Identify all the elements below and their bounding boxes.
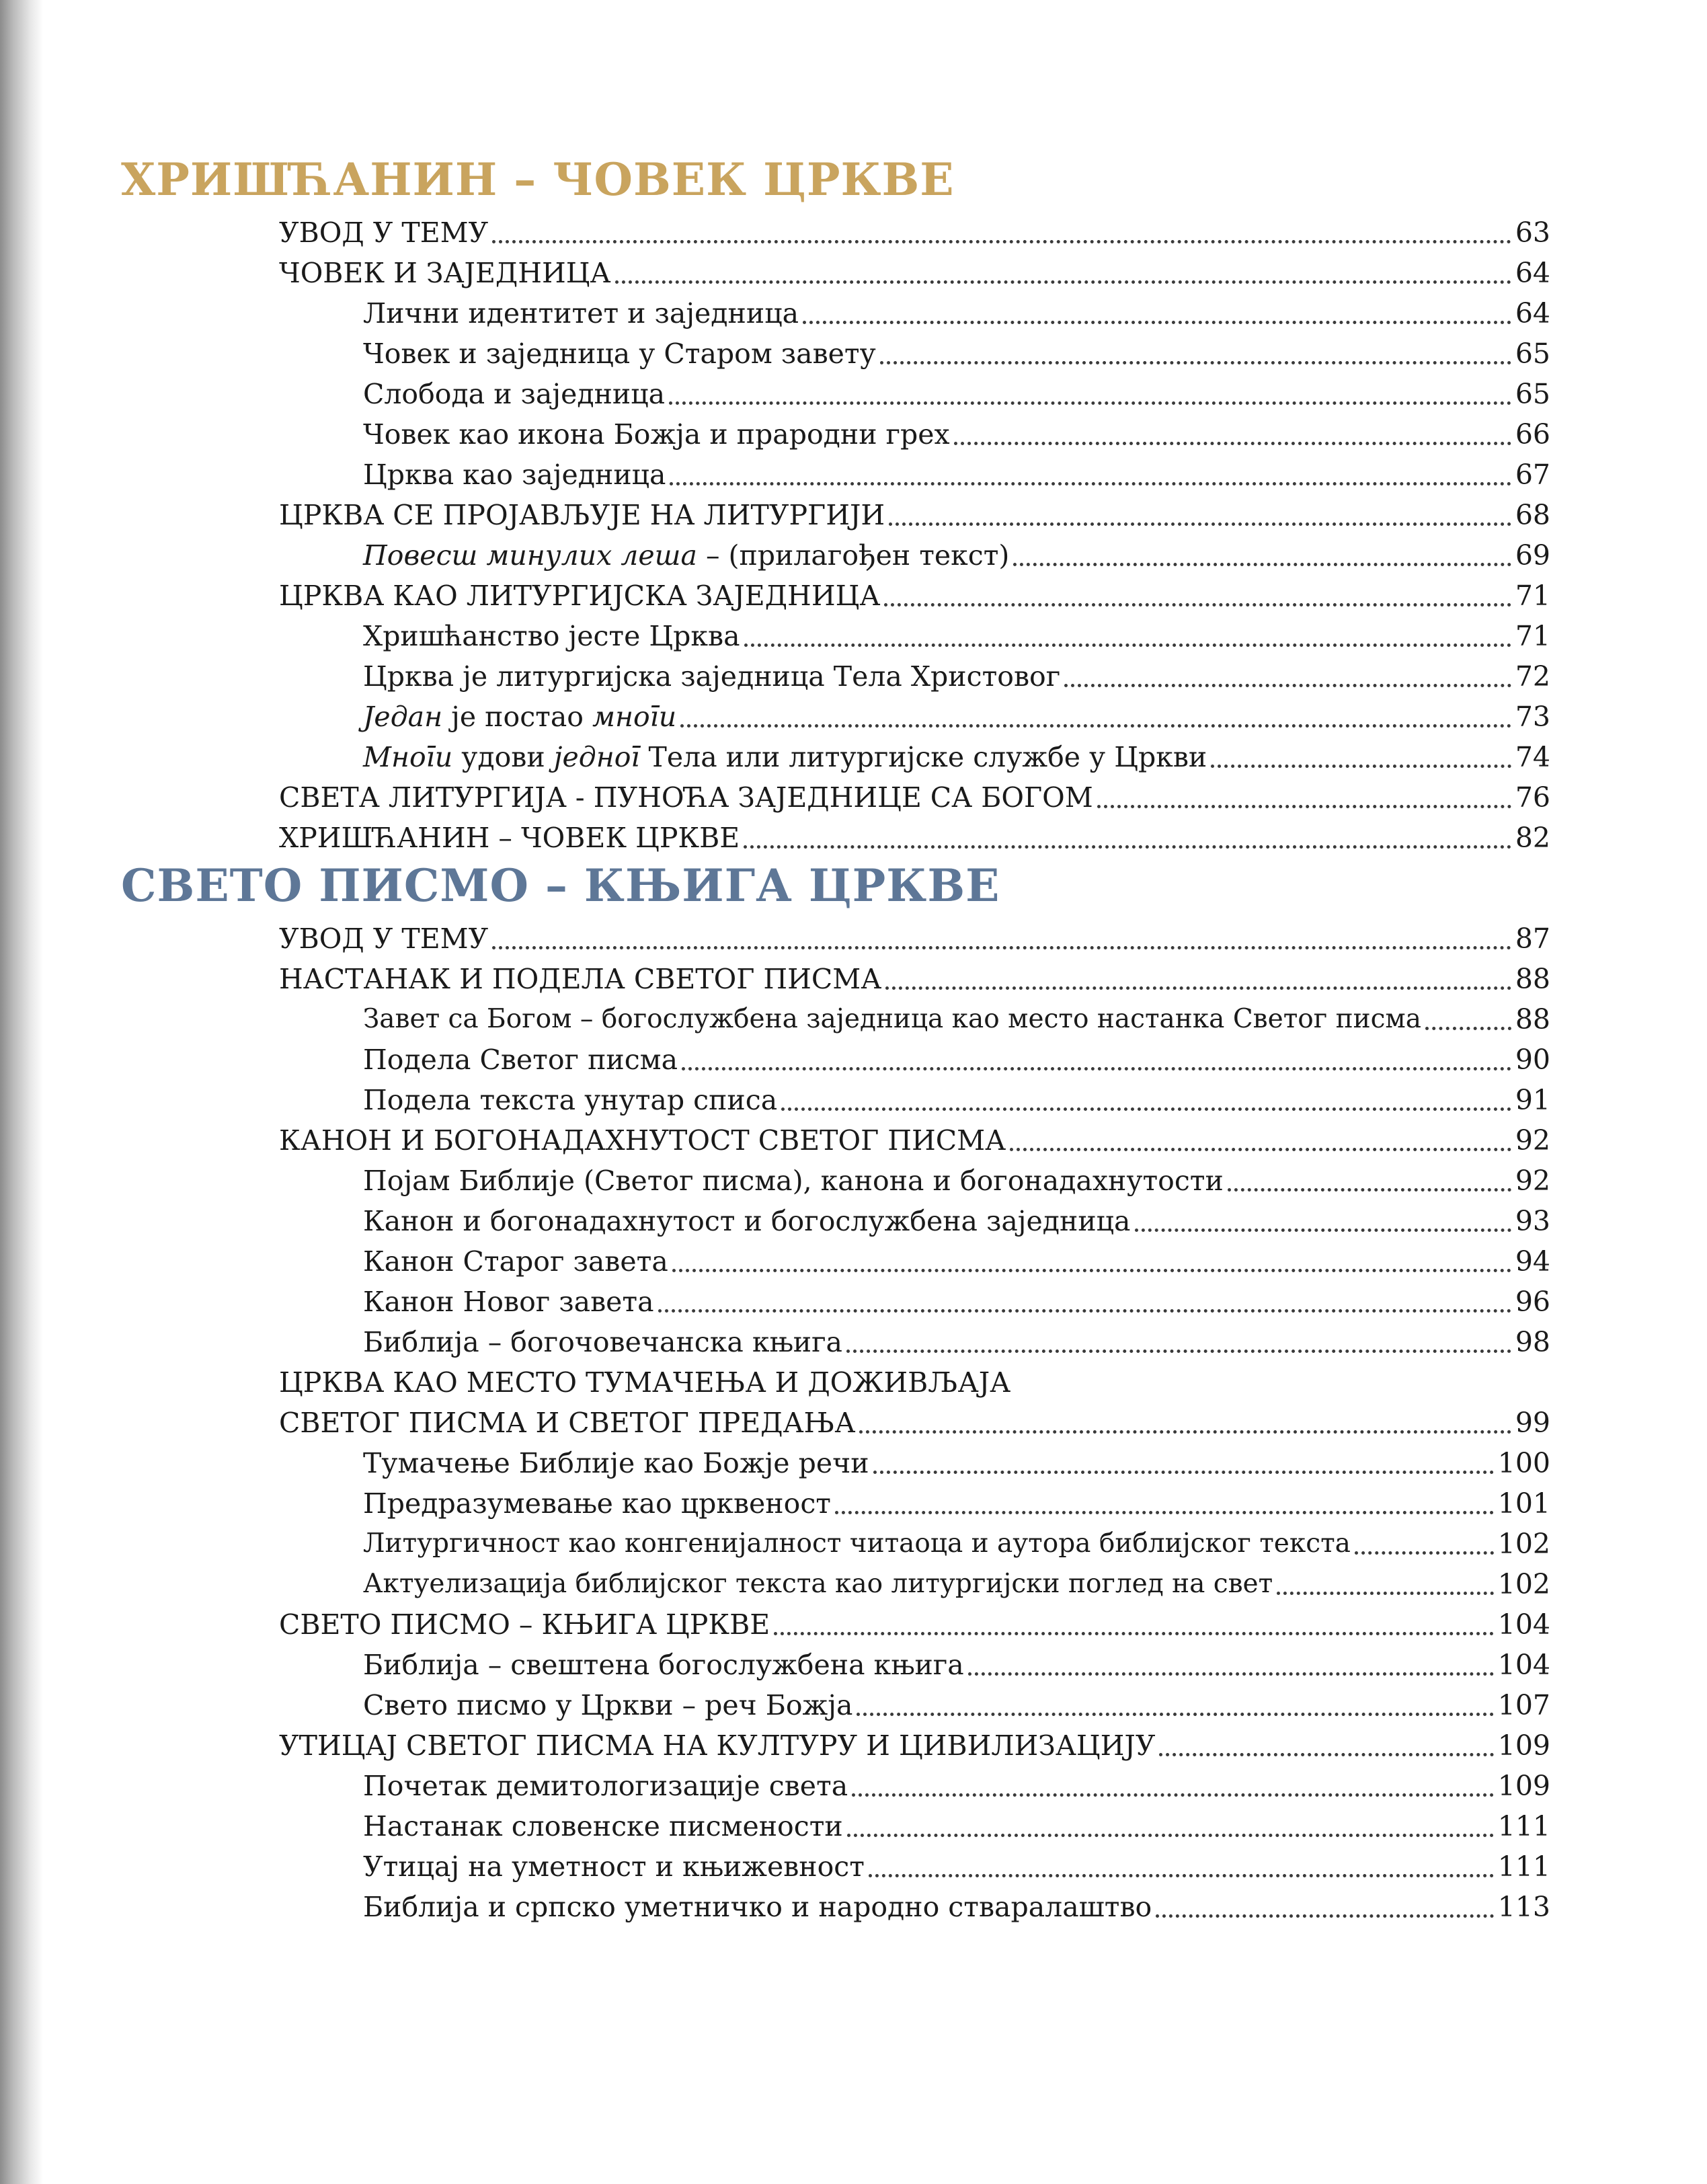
section-title-2: СВЕТО ПИСМО – КЊИГА ЦРКВЕ — [121, 859, 1000, 912]
toc-entry[interactable]: Свето писмо у Цркви – реч Божја 107 — [363, 1689, 1550, 1721]
toc-entry[interactable]: Утицај на уметност и књижевност 111 — [363, 1850, 1550, 1883]
toc-entry[interactable]: Библија – богочовечанска књига 98 — [363, 1326, 1550, 1358]
toc-entry[interactable]: УТИЦАЈ СВЕТОГ ПИСМА НА КУЛТУРУ И ЦИВИЛИЗАЦИЈУ 109 — [279, 1729, 1550, 1762]
toc-entry[interactable]: Библија и српско уметничко и народно стваралаштво 113 — [363, 1891, 1550, 1923]
toc-entry[interactable]: ХРИШЋАНИН – ЧОВЕК ЦРКВЕ 82 — [279, 822, 1550, 854]
toc-entry[interactable]: УВОД У ТЕМУ 87 — [279, 923, 1550, 955]
toc-entry[interactable]: СВЕТО ПИСМО – КЊИГА ЦРКВЕ 104 — [279, 1608, 1550, 1641]
toc-entry[interactable]: Мноīи удови једноī Тела или литургијске службе у Цркви 74 — [363, 741, 1550, 773]
toc-entry[interactable]: ЧОВЕК И ЗАЈЕДНИЦА 64 — [279, 257, 1550, 289]
toc-entry[interactable]: Црква је литургијска заједница Тела Христовог 72 — [363, 660, 1550, 693]
toc-entry[interactable]: Повесш минулих леша – (прилагођен текст) 69 — [363, 539, 1550, 572]
toc-entry[interactable]: ЦРКВА СЕ ПРОЈАВЉУЈЕ НА ЛИТУРГИЈИ 68 — [279, 499, 1550, 531]
toc-entry[interactable]: ЦРКВА КАО ЛИТУРГИЈСКА ЗАЈЕДНИЦА 71 — [279, 580, 1550, 612]
toc-entry[interactable]: Тумачење Библије као Божје речи 100 — [363, 1447, 1550, 1479]
toc-entry[interactable]: КАНОН И БОГОНАДАХНУТОСТ СВЕТОГ ПИСМА 92 — [279, 1124, 1550, 1157]
toc-entry[interactable]: Предразумевање као црквеност 101 — [363, 1487, 1550, 1520]
toc-entry[interactable]: Један је постао мноīи 73 — [363, 701, 1550, 733]
toc-entry[interactable]: Литургичност као конгенијалност читаоца и аутора библијског текста 102 — [363, 1528, 1550, 1560]
toc-entry[interactable]: Црква као заједница 67 — [363, 459, 1550, 491]
toc-entry[interactable]: Канон и богонадахнутост и богослужбена заједница 93 — [363, 1205, 1550, 1237]
toc-entry[interactable]: Библија – свештена богослужбена књига 104 — [363, 1649, 1550, 1681]
toc-entry[interactable]: Актуелизација библијског текста као литургијски поглед на свет 102 — [363, 1568, 1550, 1600]
toc-entry[interactable]: НАСТАНАК И ПОДЕЛА СВЕТОГ ПИСМА 88 — [279, 963, 1550, 995]
toc-entry[interactable]: Канон Новог завета 96 — [363, 1286, 1550, 1318]
toc-entry[interactable]: СВЕТА ЛИТУРГИЈА - ПУНОЋА ЗАЈЕДНИЦЕ СА БОГОМ 76 — [279, 781, 1550, 814]
toc-entry[interactable]: Хришћанство јесте Црква 71 — [363, 620, 1550, 652]
section-title-1: ХРИШЋАНИН – ЧОВЕК ЦРКВЕ — [121, 153, 955, 206]
toc-entry[interactable]: Човек као икона Божја и прародни грех 66 — [363, 418, 1550, 451]
toc-entry[interactable]: Почетак демитологизације света 109 — [363, 1770, 1550, 1802]
toc-entry[interactable]: Подела текста унутар списа 91 — [363, 1084, 1550, 1116]
toc-entry[interactable]: Завет са Богом – богослужбена заједница као место настанка Светог писма 88 — [363, 1003, 1550, 1036]
toc-entry-line1[interactable]: ЦРКВА КАО МЕСТО ТУМАЧЕЊА И ДОЖИВЉАЈА — [279, 1366, 1011, 1399]
toc-entry[interactable]: УВОД У ТЕМУ 63 — [279, 217, 1550, 249]
toc-entry[interactable]: Слобода и заједница 65 — [363, 378, 1550, 410]
toc-entry[interactable]: Настанак словенске писмености 111 — [363, 1810, 1550, 1842]
toc-entry[interactable]: Човек и заједница у Старом завету 65 — [363, 338, 1550, 370]
toc-entry[interactable]: Лични идентитет и заједница 64 — [363, 297, 1550, 329]
toc-entry[interactable]: Појам Библије (Светог писма), канона и богонадахнутости 92 — [363, 1165, 1550, 1197]
toc-entry[interactable]: Канон Старог завета 94 — [363, 1245, 1550, 1278]
toc-entry[interactable]: СВЕТОГ ПИСМА И СВЕТОГ ПРЕДАЊА 99 — [279, 1407, 1550, 1439]
toc-entry[interactable]: Подела Светог писма 90 — [363, 1044, 1550, 1076]
